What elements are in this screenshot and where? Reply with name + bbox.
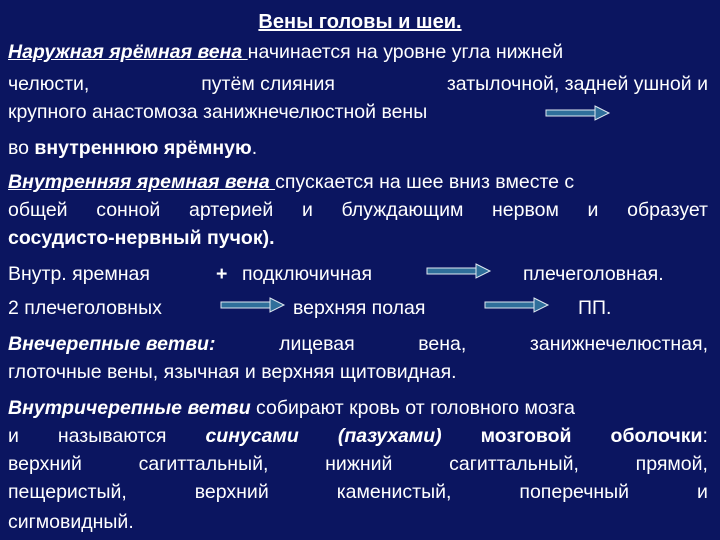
p2-line3: сосудисто-нервный пучок). <box>8 227 275 249</box>
p6-line1: Внутричерепные ветви собирают кровь от головного мозга <box>8 397 576 419</box>
term-extracranial: Внечерепные ветви: <box>8 333 216 355</box>
term-intracranial: Внутричерепные ветви <box>8 397 251 419</box>
p3-line: Внутр. яремная + подключичная плечеголовная. <box>8 263 664 285</box>
p6-line5: сигмовидный. <box>8 511 134 533</box>
p4-line: 2 плечеголовных верхняя полая ПП. <box>8 297 612 319</box>
slide-title: Вены головы и шеи. <box>258 11 462 33</box>
p5-line2: глоточные вены, язычная и верхняя щитовидная. <box>8 361 457 383</box>
arrow-right-icon <box>220 296 286 314</box>
p2-line1: Внутренняя яремная вена спускается на шее вниз вместе с <box>8 171 575 193</box>
p6-line4: пещеристый, верхний каменистый, поперечный и <box>8 481 708 503</box>
arrow-right-icon <box>426 262 492 280</box>
term-internal-jugular: Внутренняя яремная вена <box>8 171 276 193</box>
arrow-right-icon <box>484 296 550 314</box>
p1-line3: крупного анастомоза занижнечелюстной вены <box>8 101 428 123</box>
p1-line1: Наружная ярёмная вена начинается на уровне угла нижней <box>8 41 564 63</box>
p6-line3: верхний сагиттальный, нижний сагиттальный, прямой, <box>8 453 708 475</box>
p1-line2: челюсти, путём слияния затылочной, задней ушной и <box>8 73 708 95</box>
term-external-jugular: Наружная ярёмная вена <box>8 41 248 63</box>
p1-line4: во внутреннюю ярёмную. <box>8 137 258 159</box>
arrow-right-icon <box>545 104 611 122</box>
p5-line1: Внечерепные ветви: лицевая вена, занижнечелюстная, <box>8 333 708 355</box>
p6-line2: и называются синусами (пазухами) мозговой оболочки: <box>8 425 708 447</box>
p2-line2: общей сонной артерией и блуждающим нервом и образует <box>8 199 708 221</box>
